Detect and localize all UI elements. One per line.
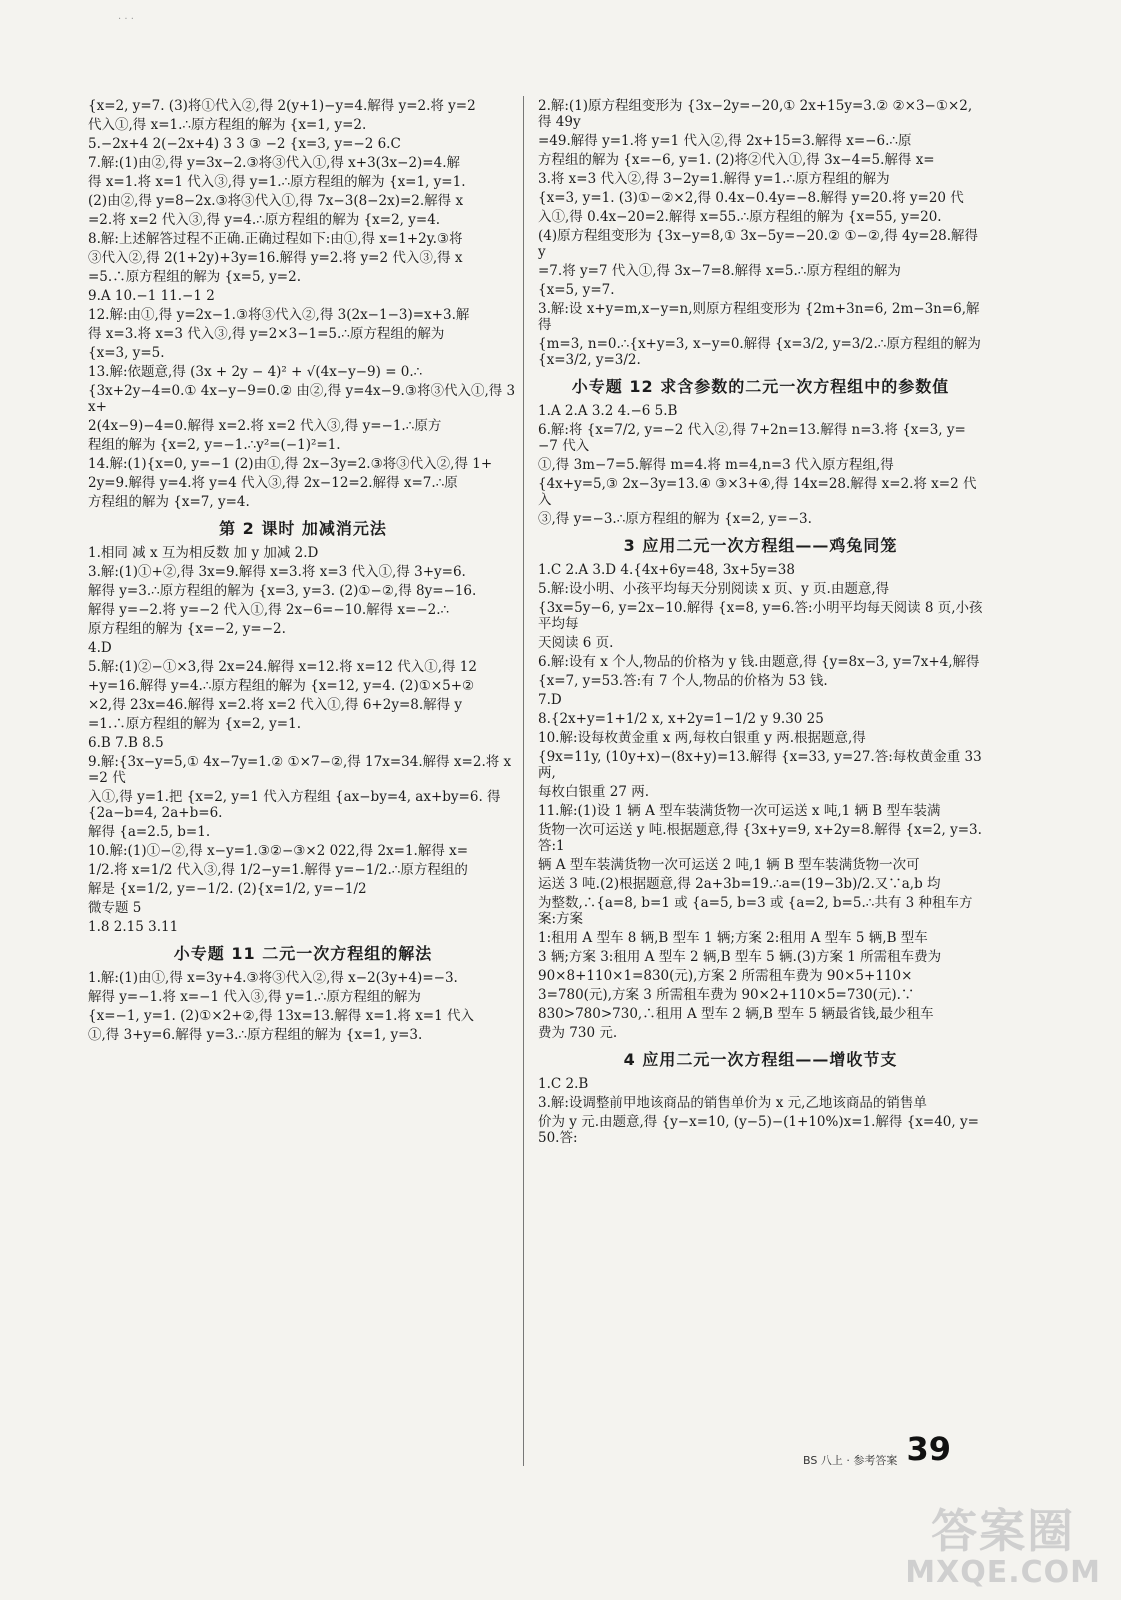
answer-line: 1.C 2.A 3.D 4.{4x+6y=48, 3x+5y=38 [538,562,795,578]
answer-line: 得 x=1.将 x=1 代入③,得 y=1.∴原方程组的解为 {x=1, y=1. [88,174,466,190]
answer-line: 7.解:(1)由②,得 y=3x−2.③将③代入①,得 x+3(3x−2)=4.解 [88,155,460,171]
answer-line: {x=7, y=53.答:有 7 个人,物品的价格为 53 钱. [538,673,828,689]
answer-line: =5.∴原方程组的解为 {x=5, y=2. [88,269,301,285]
answer-line: {9x=11y, (10y+x)−(8x+y)=13.解得 {x=33, y=27.答:每枚黄金重 33 两, [538,749,982,781]
answer-line: 3=780(元),方案 3 所需租车费为 90×2+110×5=730(元).∵ [538,987,915,1003]
answer-line: {x=5, y=7. [538,282,615,298]
answer-line: 原方程组的解为 {x=−2, y=−2. [88,621,286,637]
answer-line: 90×8+110×1=830(元),方案 2 所需租车费为 90×5+110× [538,968,913,984]
answer-line: 3.解:设调整前甲地该商品的销售单价为 x 元,乙地该商品的销售单 [538,1095,927,1111]
answer-line: ③代入②,得 2(1+2y)+3y=16.解得 y=2.将 y=2 代入③,得 x [88,250,463,266]
answer-line: ×2,得 23x=46.解得 x=2.将 x=2 代入①,得 6+2y=8.解得 y [88,697,463,713]
answer-line: +y=16.解得 y=4.∴原方程组的解为 {x=12, y=4. (2)①×5+② [88,678,475,694]
answer-line: 6.解:设有 x 个人,物品的价格为 y 钱.由题意,得 {y=8x−3, y=7x+4,解得 [538,654,980,670]
answer-line: 程组的解为 {x=2, y=−1.∴y²=(−1)²=1. [88,437,341,453]
answer-line: 5.解:(1)②−①×3,得 2x=24.解得 x=12.将 x=12 代入①,得 12 [88,659,477,675]
answer-line: 2.解:(1)原方程组变形为 {3x−2y=−20,① 2x+15y=3.② ②×3−①×2,得 49y [538,98,973,130]
answer-line: 5.−2x+4 2(−2x+4) 3 3 ③ −2 {x=3, y=−2 6.C [88,136,401,152]
answer-line: {x=3, y=5. [88,345,165,361]
answer-line: 3.将 x=3 代入②,得 3−2y=1.解得 y=1.∴原方程组的解为 [538,171,890,187]
answer-line: 方程组的解为 {x=−6, y=1. (2)将②代入①,得 3x−4=5.解得 x= [538,152,935,168]
section-heading: 第 2 课时 加减消元法 [219,519,387,538]
answer-line: 8.{2x+y=1+1/2 x, x+2y=1−1/2 y 9.30 25 [538,711,824,727]
answer-line: 入①,得 0.4x−20=2.解得 x=55.∴原方程组的解为 {x=55, y=20. [538,209,942,225]
answer-line: 费为 730 元. [538,1025,618,1041]
answer-line: (2)由②,得 y=8−2x.③将③代入①,得 7x−3(8−2x)=2.解得 x [88,193,464,209]
answer-line: 7.D [538,692,562,708]
answer-line: ①,得 3m−7=5.解得 m=4.将 m=4,n=3 代入原方程组,得 [538,457,894,473]
answer-line: 1.A 2.A 3.2 4.−6 5.B [538,403,678,419]
answer-line: 6.B 7.B 8.5 [88,735,164,751]
section-heading: 小专题 11 二元一次方程组的解法 [173,944,433,963]
footer-label: BS 八上 · 参考答案 [803,1454,898,1467]
answer-line: 10.解:(1)①−②,得 x−y=1.③②−③×2 022,得 2x=1.解得 x= [88,843,469,859]
answer-line: {x=2, y=7. (3)将①代入②,得 2(y+1)−y=4.解得 y=2.将 y=2 [88,98,476,114]
answer-line: 11.解:(1)设 1 辆 A 型车装满货物一次可运送 x 吨,1 辆 B 型车装满 [538,803,941,819]
answer-line: ③,得 y=−3.∴原方程组的解为 {x=2, y=−3. [538,511,812,527]
answer-line: 1.相同 减 x 互为相反数 加 y 加减 2.D [88,545,319,561]
column-divider [523,96,524,1466]
answer-line: 4.D [88,640,112,656]
answer-line: 12.解:由①,得 y=2x−1.③将③代入②,得 3(2x−1−3)=x+3.解 [88,307,470,323]
answer-line: 13.解:依题意,得 (3x + 2y − 4)² + √(4x−y−9) = 0.∴ [88,364,423,380]
answer-line: 3.解:设 x+y=m,x−y=n,则原方程组变形为 {2m+3n=6, 2m−3n=6,解得 [538,301,980,333]
answer-line: 6.解:将 {x=7/2, y=−2 代入②,得 7+2n=13.解得 n=3.将 {x=3, y=−7 代入 [538,422,966,454]
scan-mark: · · · [118,14,134,25]
answer-line: {x=3, y=1. (3)①−②×2,得 0.4x−0.4y=−8.解得 y=20.将 y=20 代 [538,190,964,206]
answer-line: {3x=5y−6, y=2x−10.解得 {x=8, y=6.答:小明平均每天阅读 8 页,小孩平均每 [538,600,983,632]
answer-line: =1.∴原方程组的解为 {x=2, y=1. [88,716,301,732]
answer-line: 为整数,∴{a=8, b=1 或 {a=5, b=3 或 {a=2, b=5.∴共有 3 种租车方案:方案 [538,895,973,927]
answer-line: 每枚白银重 27 两. [538,784,650,800]
answer-line: 5.解:设小明、小孩平均每天分别阅读 x 页、y 页.由题意,得 [538,581,890,597]
answer-line: {m=3, n=0.∴{x+y=3, x−y=0.解得 {x=3/2, y=3/2.∴原方程组的解为 {x=3/2, y=3/2. [538,336,981,368]
section-heading: 4 应用二元一次方程组——增收节支 [623,1050,898,1069]
answer-line: =7.将 y=7 代入①,得 3x−7=8.解得 x=5.∴原方程组的解为 [538,263,901,279]
section-heading: 3 应用二元一次方程组——鸡兔同笼 [623,536,898,555]
answer-line: {4x+y=5,③ 2x−3y=13.④ ③×3+④,得 14x=28.解得 x=2.将 x=2 代入 [538,476,977,508]
answer-line: 2y=9.解得 y=4.将 y=4 代入③,得 2x−12=2.解得 x=7.∴原 [88,475,458,491]
answer-line: ①,得 3+y=6.解得 y=3.∴原方程组的解为 {x=1, y=3. [88,1027,423,1043]
answer-line: 1.解:(1)由①,得 x=3y+4.③将③代入②,得 x−2(3y+4)=−3. [88,970,458,986]
answer-line: 10.解:设每枚黄金重 x 两,每枚白银重 y 两.根据题意,得 [538,730,866,746]
answer-line: 8.解:上述解答过程不正确.正确过程如下:由①,得 x=1+2y.③将 [88,231,463,247]
answer-line: 代入①,得 x=1.∴原方程组的解为 {x=1, y=2. [88,117,367,133]
answer-line: 9.解:{3x−y=5,① 4x−7y=1.② ①×7−②,得 17x=34.解得 x=2.将 x=2 代 [88,754,512,786]
right-column [538,98,983,1149]
answer-line: 1.8 2.15 3.11 [88,919,179,935]
answer-line: 830>780>730,∴租用 A 型车 2 辆,B 型车 5 辆最省钱,最少租车 [538,1006,934,1022]
watermark-text: 答案圈 [931,1504,1076,1558]
left-column [88,98,518,1046]
watermark-url: MXQE.COM [905,1555,1101,1590]
answer-line: 解得 y=−1.将 x=−1 代入③,得 y=1.∴原方程组的解为 [88,989,421,1005]
answer-line: 3.解:(1)①+②,得 3x=9.解得 x=3.将 x=3 代入①,得 3+y=6. [88,564,466,580]
answer-line: 1:租用 A 型车 8 辆,B 型车 1 辆;方案 2:租用 A 型车 5 辆,B 型车 [538,930,928,946]
answer-line: 解是 {x=1/2, y=−1/2. (2){x=1/2, y=−1/2 [88,881,367,897]
answer-line: 辆 A 型车装满货物一次可运送 2 吨,1 辆 B 型车装满货物一次可 [538,857,920,873]
answer-line: 货物一次可运送 y 吨.根据题意,得 {3x+y=9, x+2y=8.解得 {x=2, y=3.答:1 [538,822,982,854]
answer-line: =49.解得 y=1.将 y=1 代入②,得 2x+15=3.解得 x=−6.∴原 [538,133,912,149]
answer-line: 入①,得 y=1.把 {x=2, y=1 代入方程组 {ax−by=4, ax+by=6. 得 {2a−b=4, 2a+b=6. [88,789,501,821]
answer-line: 天阅读 6 页. [538,635,614,651]
answer-line: 得 x=3.将 x=3 代入③,得 y=2×3−1=5.∴原方程组的解为 [88,326,445,342]
answer-line: 9.A 10.−1 11.−1 2 [88,288,215,304]
section-heading: 小专题 12 求含参数的二元一次方程组中的参数值 [571,377,950,396]
answer-line: 解得 y=−2.将 y=−2 代入①,得 2x−6=−10.解得 x=−2.∴ [88,602,450,618]
watermark-logo [905,1495,1101,1590]
answer-line: =2.将 x=2 代入③,得 y=4.∴原方程组的解为 {x=2, y=4. [88,212,441,228]
answer-line: {x=−1, y=1. (2)①×2+②,得 13x=13.解得 x=1.将 x=1 代入 [88,1008,474,1024]
answer-line: 1/2.将 x=1/2 代入③,得 1/2−y=1.解得 y=−1/2.∴原方程组的 [88,862,468,878]
answer-line: 价为 y 元.由题意,得 {y−x=10, (y−5)−(1+10%)x=1.解得 {x=40, y=50.答: [538,1114,979,1146]
page-number: 39 [906,1430,951,1468]
answer-line: 微专题 5 [88,900,142,916]
answer-line: 运送 3 吨.(2)根据题意,得 2a+3b=19.∴a=(19−3b)/2.又∵a,b 均 [538,876,941,892]
answer-line: 方程组的解为 {x=7, y=4. [88,494,250,510]
answer-line: 3 辆;方案 3:租用 A 型车 2 辆,B 型车 5 辆.(3)方案 1 所需租车费为 [538,949,942,965]
answer-line: 1.C 2.B [538,1076,589,1092]
answer-line: (4)原方程组变形为 {3x−y=8,① 3x−5y=−20.② ①−②,得 4y=28.解得 y [538,228,979,260]
answer-line: 2(4x−9)−4=0.解得 x=2.将 x=2 代入③,得 y=−1.∴原方 [88,418,442,434]
answer-line: 解得 {a=2.5, b=1. [88,824,211,840]
page-footer [803,1430,951,1468]
answer-line: 14.解:(1){x=0, y=−1 (2)由①,得 2x−3y=2.③将③代入②,得 1+ [88,456,493,472]
answer-line: 解得 y=3.∴原方程组的解为 {x=3, y=3. (2)①−②,得 8y=−16. [88,583,477,599]
answer-line: {3x+2y−4=0.① 4x−y−9=0.② 由②,得 y=4x−9.③将③代入①,得 3x+ [88,383,516,415]
